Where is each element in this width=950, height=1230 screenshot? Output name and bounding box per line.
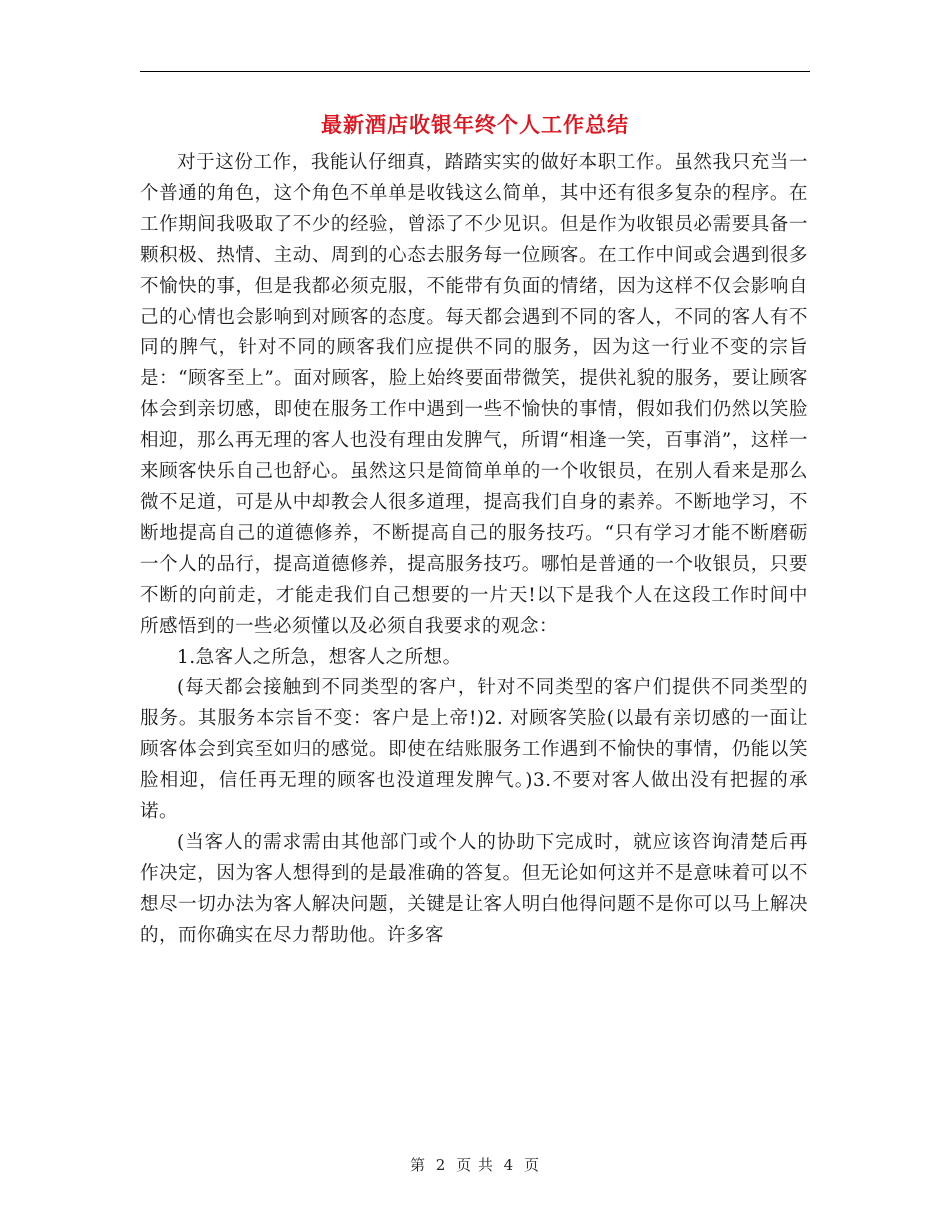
body-paragraph: (当客人的需求需由其他部门或个人的协助下完成时，就应该咨询清楚后再作决定，因为客人想得到的是最准确的答复。但无论如何这并不是意味着可以不想尽一切办法为客人解决问题，关键是让客人明白他得问题不是你可以马上解决的，而你确实在尽力帮助他。许多客 <box>140 831 808 946</box>
header-rule <box>140 71 810 72</box>
body-paragraph: (每天都会接触到不同类型的客户，针对不同类型的客户们提供不同类型的服务。其服务本宗旨不变：客户是上帝!)2. 对顾客笑脸(以最有亲切感的一面让顾客体会到宾至如归的感觉。即使在结账服务工作遇到不愉快的事情，仍能以笑脸相迎，信任再无理的顾客也没道理发脾气。)3.不要对客人做出没有把握的承诺。 <box>140 677 808 823</box>
body-paragraph: 对于这份工作，我能认仔细真，踏踏实实的做好本职工作。虽然我只充当一个普通的角色，这个角色不单单是收钱这么简单，其中还有很多复杂的程序。在工作期间我吸取了不少的经验，曾添了不少见识。但是作为收银员必需要具备一颗积极、热情、主动、周到的心态去服务每一位顾客。在工作中间或会遇到很多不愉快的事，但是我都必须克服，不能带有负面的情绪，因为这样不仅会影响自己的心情也会影响到对顾客的态度。每天都会遇到不同的客人，不同的客人有不同的脾气，针对不同的顾客我们应提供不同的服务，因为这一行业不变的宗旨是：“顾客至上”。面对顾客，脸上始终要面带微笑，提供礼貌的服务，要让顾客体会到亲切感，即使在服务工作中遇到一些不愉快的事情，假如我们仍然以笑脸相迎，那么再无理的客人也没有理由发脾气，所谓“相逢一笑，百事消”，这样一来顾客快乐自己也舒心。虽然这只是简简单单的一个收银员，在别人看来是那么微不足道，可是从中却教会人很多道理，提高我们自身的素养。不断地学习，不断地提高自己的道德修养，不断提高自己的服务技巧。“只有学习才能不断磨砺一个人的品行，提高道德修养，提高服务技巧。哪怕是普通的一个收银员，只要不断的向前走，才能走我们自己想要的一片天!以下是我个人在这段工作时间中所感悟到的一些必须懂以及必须自我要求的观念： <box>140 152 808 637</box>
body-paragraph: 1.急客人之所急，想客人之所想。 <box>177 646 462 668</box>
footer-suffix: 页 <box>524 1156 541 1174</box>
page-footer <box>0 1155 950 1175</box>
footer-prefix: 第 <box>409 1156 426 1174</box>
document-title: 最新酒店收银年终个人工作总结 <box>321 112 629 137</box>
footer-middle: 页 共 <box>456 1156 494 1174</box>
document-body <box>140 148 808 952</box>
footer-page-number: 2 <box>435 1156 447 1174</box>
footer-total-pages: 4 <box>503 1156 515 1174</box>
